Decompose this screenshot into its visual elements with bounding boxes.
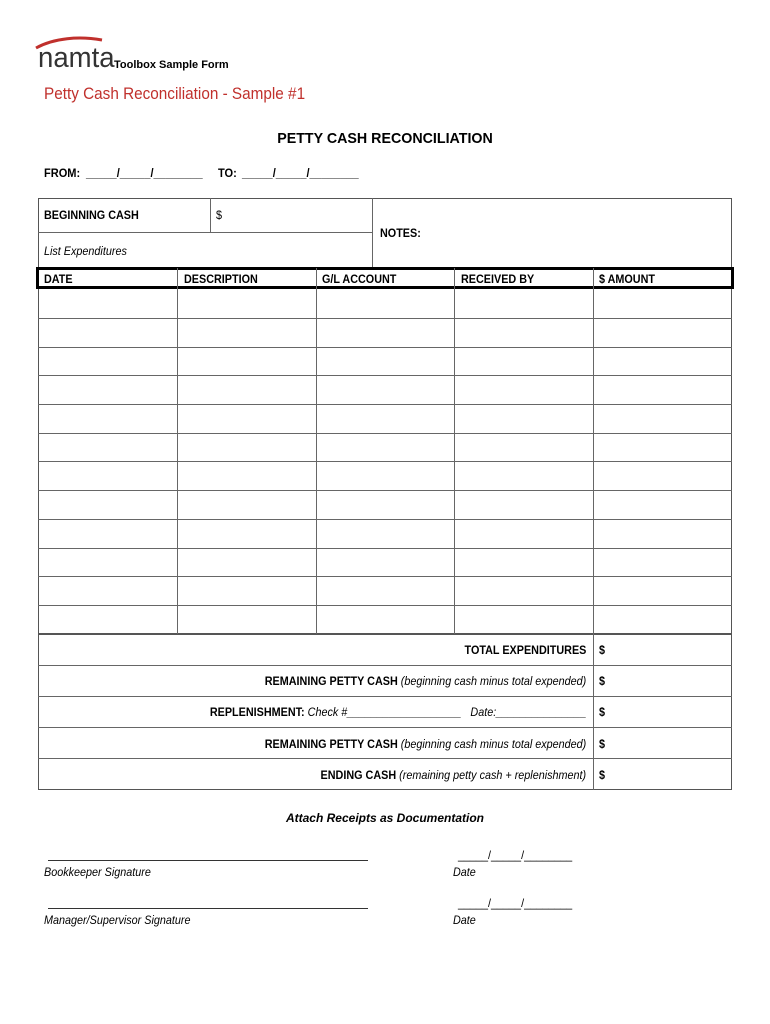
replenishment-check-field[interactable]: Check #___________________ bbox=[307, 705, 462, 719]
beginning-cash-field[interactable]: $ bbox=[216, 208, 223, 222]
table-row[interactable] bbox=[38, 490, 732, 491]
column-header-gl-account: G/L ACCOUNT bbox=[322, 272, 397, 286]
replenishment-row bbox=[210, 705, 586, 719]
toolbox-label: Toolbox Sample Form bbox=[114, 59, 229, 71]
replenishment-date-field[interactable]: Date:_______________ bbox=[470, 705, 586, 719]
list-expenditures-label: List Expenditures bbox=[44, 244, 127, 258]
manager-date-field[interactable]: _____/_____/________ bbox=[458, 896, 573, 910]
notes-label: NOTES: bbox=[380, 226, 421, 240]
manager-signature-line[interactable] bbox=[48, 908, 368, 909]
remaining-petty-cash-amount[interactable]: $ bbox=[599, 674, 606, 688]
table-row[interactable] bbox=[38, 605, 732, 606]
divider bbox=[210, 198, 211, 233]
attach-receipts-note: Attach Receipts as Documentation bbox=[285, 811, 485, 825]
table-row[interactable] bbox=[38, 461, 732, 462]
remaining-petty-cash-2-note: (beginning cash minus total expended) bbox=[400, 737, 586, 751]
to-label: TO: bbox=[218, 166, 237, 180]
bookkeeper-signature-label: Bookkeeper Signature bbox=[44, 865, 151, 879]
remaining-petty-cash-2-label: REMAINING PETTY CASH bbox=[264, 737, 398, 751]
form-title: PETTY CASH RECONCILIATION bbox=[277, 130, 493, 147]
table-row[interactable] bbox=[38, 318, 732, 319]
bookkeeper-date-label: Date bbox=[453, 865, 476, 879]
total-expenditures-label: TOTAL EXPENDITURES bbox=[464, 643, 586, 657]
from-date-field[interactable]: _____/_____/________ bbox=[86, 166, 203, 180]
divider bbox=[38, 727, 732, 728]
ending-cash-label: ENDING CASH bbox=[320, 768, 396, 782]
total-expenditures-amount[interactable]: $ bbox=[599, 643, 606, 657]
ending-cash-row bbox=[320, 768, 586, 782]
column-header-description: DESCRIPTION bbox=[184, 272, 258, 286]
column-header-received-by: RECEIVED BY bbox=[461, 272, 535, 286]
manager-date-label: Date bbox=[453, 913, 476, 927]
expenditures-table bbox=[38, 268, 732, 634]
table-row[interactable] bbox=[38, 347, 732, 348]
column-divider bbox=[177, 268, 178, 634]
remaining-petty-cash-row bbox=[264, 674, 586, 688]
table-row[interactable] bbox=[38, 548, 732, 549]
column-header-amount: $ AMOUNT bbox=[599, 272, 656, 286]
replenishment-amount[interactable]: $ bbox=[599, 705, 606, 719]
bookkeeper-signature-line[interactable] bbox=[48, 860, 368, 861]
table-row[interactable] bbox=[38, 576, 732, 577]
table-row[interactable] bbox=[38, 519, 732, 520]
divider bbox=[38, 696, 732, 697]
replenishment-label: REPLENISHMENT: bbox=[209, 705, 305, 719]
column-divider bbox=[454, 268, 455, 634]
table-row[interactable] bbox=[38, 433, 732, 434]
table-row[interactable] bbox=[38, 404, 732, 405]
remaining-petty-cash-label: REMAINING PETTY CASH bbox=[264, 674, 398, 688]
divider bbox=[38, 758, 732, 759]
divider bbox=[38, 665, 732, 666]
namta-logo: namta bbox=[38, 42, 115, 74]
remaining-petty-cash-2-amount[interactable]: $ bbox=[599, 737, 606, 751]
from-label: FROM: bbox=[44, 166, 81, 180]
ending-cash-note: (remaining petty cash + replenishment) bbox=[398, 768, 586, 782]
divider bbox=[372, 198, 373, 268]
table-row[interactable] bbox=[38, 375, 732, 376]
column-divider bbox=[316, 268, 317, 634]
bookkeeper-date-field[interactable]: _____/_____/________ bbox=[458, 848, 573, 862]
remaining-petty-cash-2-row bbox=[264, 737, 586, 751]
column-header-date: DATE bbox=[44, 272, 73, 286]
divider bbox=[38, 232, 372, 233]
page-subtitle: Petty Cash Reconciliation - Sample #1 bbox=[44, 84, 306, 103]
remaining-petty-cash-note: (beginning cash minus total expended) bbox=[400, 674, 586, 688]
column-divider bbox=[593, 268, 594, 634]
manager-signature-label: Manager/Supervisor Signature bbox=[44, 913, 191, 927]
beginning-cash-label: BEGINNING CASH bbox=[44, 208, 139, 222]
ending-cash-amount[interactable]: $ bbox=[599, 768, 606, 782]
column-divider bbox=[593, 634, 594, 790]
to-date-field[interactable]: _____/_____/________ bbox=[242, 166, 359, 180]
